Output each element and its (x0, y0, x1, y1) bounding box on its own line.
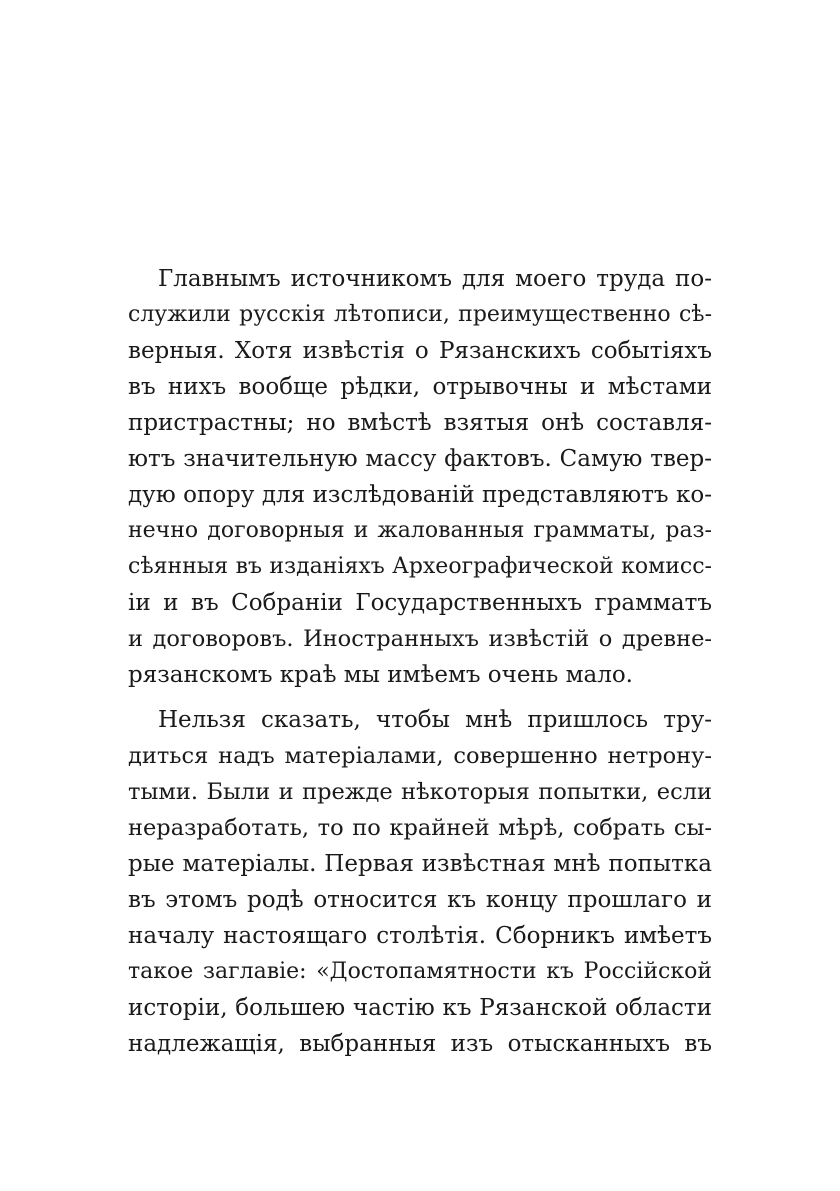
paragraph-1-line-1: Главнымъ источникомъ для моего труда по- (158, 266, 712, 292)
paragraph-2-line-3: тыми. Были и прежде нѣкоторыя попытки, если (128, 779, 712, 805)
paragraph-2-line-2: диться надъ матеріалами, совершенно нетрону- (128, 743, 712, 769)
paragraph-1-line-5: пристрастны; но вмѣстѣ взятыя онѣ составля- (128, 410, 712, 436)
paragraph-2-line-5: рые матеріалы. Первая извѣстная мнѣ попытка (128, 851, 712, 877)
paragraph-1-line-12: рязанскомъ краѣ мы имѣемъ очень мало. (128, 662, 633, 688)
paragraph-1-line-4: въ нихъ вообще рѣдки, отрывочны и мѣстами (128, 374, 712, 400)
paragraph-2-line-1: Нельзя сказать, чтобы мнѣ пришлось тру- (158, 707, 712, 733)
paragraph-1-line-2: служили русскія лѣтописи, преимущественно сѣ- (128, 302, 712, 327)
paragraph-2-line-9: исторіи, большею частію къ Рязанской области (128, 995, 712, 1021)
paragraph-2-line-8: такое заглавіе: «Достопамятности къ Россійской (128, 959, 712, 984)
paragraph-2-line-6: въ этомъ родѣ относится къ концу прошлаго и (128, 887, 712, 913)
paragraph-1-line-3: верныя. Хотя извѣстія о Рязанскихъ событіяхъ (128, 338, 712, 364)
paragraph-1-line-7: дую опору для изслѣдованій представляютъ ко- (128, 482, 712, 508)
paragraph-2-line-7: началу настоящаго столѣтія. Сборникъ имѣетъ (128, 923, 712, 949)
paragraph-1-line-10: іи и въ Собраніи Государственныхъ грамматъ (128, 590, 712, 616)
paragraph-2-line-10: надлежащія, выбранныя изъ отысканныхъ въ (128, 1031, 712, 1057)
paragraph-1-line-6: ютъ значительную массу фактовъ. Самую твер- (128, 446, 712, 472)
paragraph-1-line-8: нечно договорныя и жалованныя грамматы, раз- (128, 518, 712, 543)
paragraph-2-line-4: неразработать, то по крайней мѣрѣ, собрать сы- (128, 815, 712, 841)
paragraph-1-line-11: и договоровъ. Иностранныхъ извѣстій о древне- (128, 626, 712, 652)
paragraph-1-line-9: сѣянныя въ изданіяхъ Археографической комисс- (128, 554, 712, 579)
